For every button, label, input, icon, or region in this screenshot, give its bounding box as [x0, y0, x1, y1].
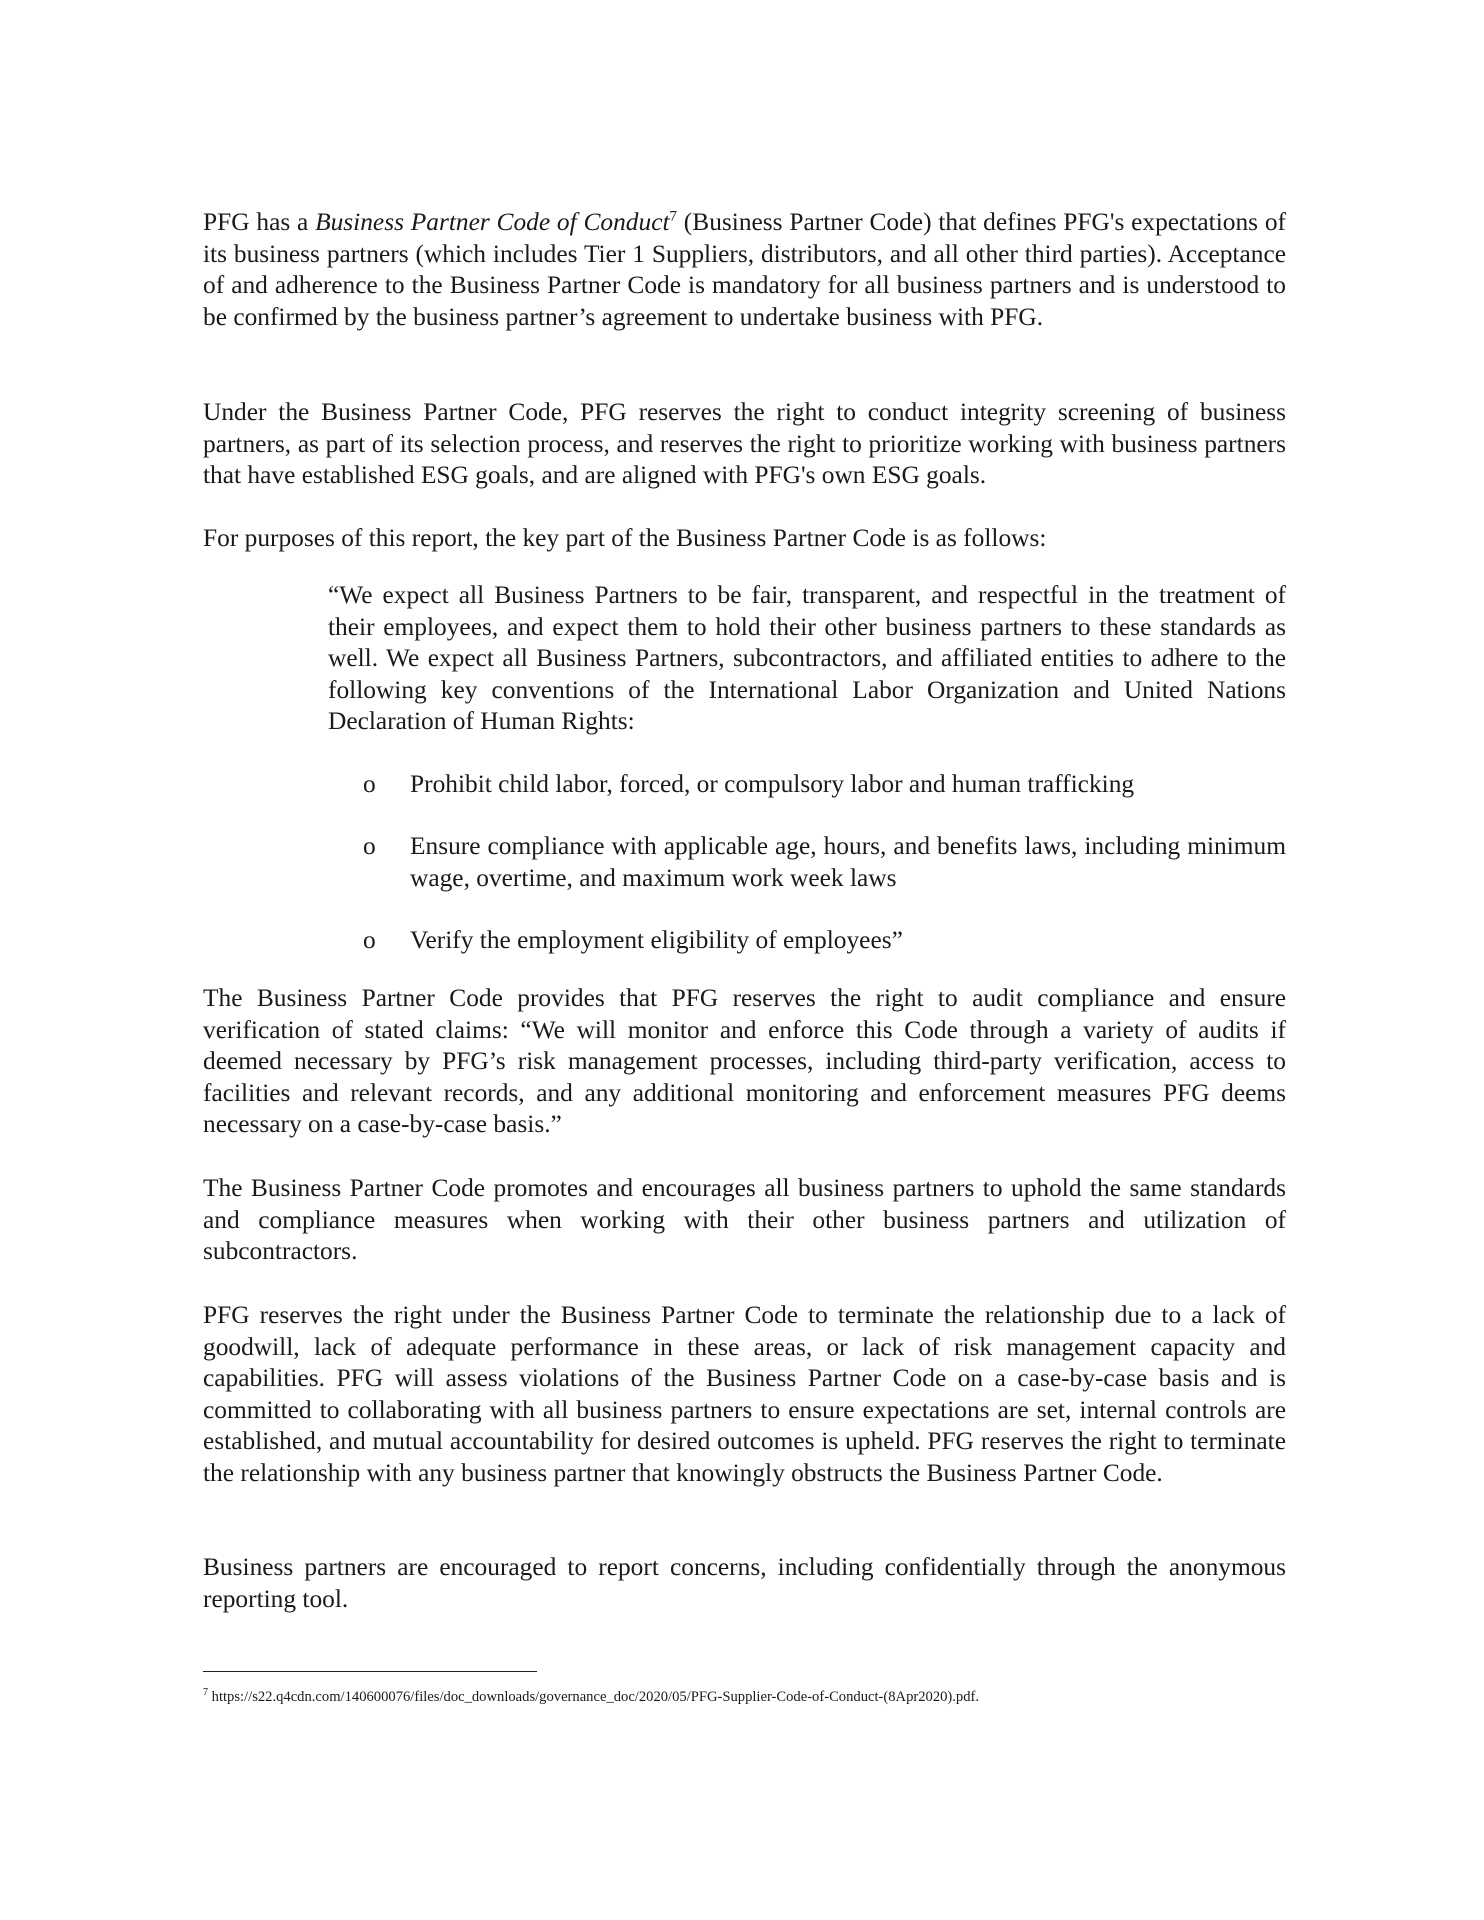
- intro-lead-text: PFG has a: [203, 208, 309, 236]
- bullet-text: Verify the employment eligibility of employees”: [410, 926, 903, 954]
- footnote-url: https://s22.q4cdn.com/140600076/files/doc_downloads/governance_doc/2020/05/PFG-Supplier-Code-of-Conduct-(8Apr2020).pdf.: [208, 1689, 980, 1705]
- paragraph-code-of-conduct-intro: [203, 207, 1286, 333]
- paragraph-reporting-concerns: Business partners are encouraged to report concerns, including confidentially through the anonymous reporting tool.: [203, 1553, 1286, 1613]
- intro-rest-text: (Business Partner Code) that defines PFG's expectations of its business partners (which includes Tier 1 Suppliers, distributors, and all other third parties). Acceptance of and adherence to the Business Partner Code is mandatory for all business partners and is understood to be confirmed by the business partner’s agreement to undertake business with PFG.: [203, 208, 1286, 331]
- paragraph-standards-promotion: The Business Partner Code promotes and encourages all business partners to uphold the same standards and compliance measures when working with their other business partners and utilization of subcontractors.: [203, 1174, 1286, 1265]
- bullet-text: Prohibit child labor, forced, or compulsory labor and human trafficking: [410, 770, 1135, 798]
- footnote-reference: 7: [669, 208, 678, 225]
- paragraph-termination-rights: PFG reserves the right under the Business Partner Code to terminate the relationship due to a lack of goodwill, lack of adequate performance in these areas, or lack of risk management capacity and capabilities. PFG will assess violations of the Business Partner Code on a case-by-case basis and is committed to collaborating with all business partners to ensure expectations are set, internal controls are established, and mutual accountability for desired outcomes is upheld. PFG reserves the right to terminate the relationship with any business partner that knowingly obstructs the Business Partner Code.: [203, 1301, 1286, 1487]
- footnote-number: 7: [203, 1687, 208, 1699]
- paragraph-key-part-intro: For purposes of this report, the key part of the Business Partner Code is as follows:: [203, 524, 1047, 552]
- footnote: [203, 1688, 1286, 1706]
- paragraph-integrity-screening: Under the Business Partner Code, PFG reserves the right to conduct integrity screening of business partners, as part of its selection process, and reserves the right to prioritize working with business partners that have established ESG goals, and are aligned with PFG's own ESG goals.: [203, 398, 1286, 489]
- hollow-bullet-icon: o: [363, 926, 376, 954]
- hollow-bullet-icon: o: [363, 770, 376, 798]
- bullet-text: Ensure compliance with applicable age, hours, and benefits laws, including minimum wage, overtime, and maximum work week laws: [410, 832, 1286, 892]
- hollow-bullet-icon: o: [363, 832, 376, 860]
- code-of-conduct-title: Business Partner Code of Conduct: [315, 208, 670, 236]
- footnote-divider: [203, 1671, 537, 1672]
- paragraph-audit-compliance: The Business Partner Code provides that PFG reserves the right to audit compliance and ensure verification of stated claims: “We will monitor and enforce this Code through a variety of audits if deemed necessary by PFG’s risk management processes, including third-party verification, access to facilities and relevant records, and any additional monitoring and enforcement measures PFG deems necessary on a case-by-case basis.”: [203, 984, 1286, 1138]
- code-quote-block: “We expect all Business Partners to be fair, transparent, and respectful in the treatment of their employees, and expect them to hold their other business partners to these standards as well. We expect all Business Partners, subcontractors, and affiliated entities to adhere to the following key conventions of the International Labor Organization and United Nations Declaration of Human Rights:: [328, 581, 1286, 735]
